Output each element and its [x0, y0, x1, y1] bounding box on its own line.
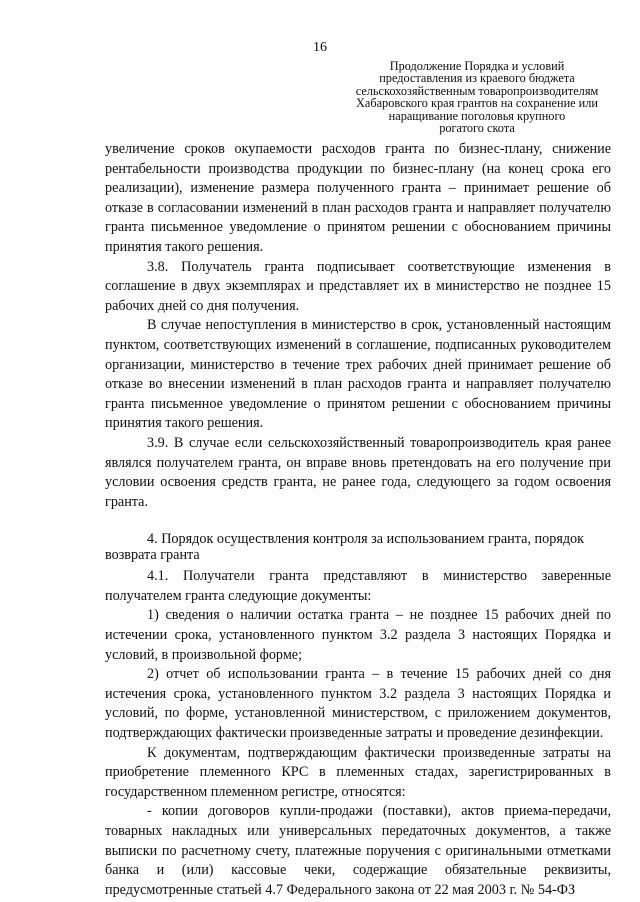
paragraph-4-1: 4.1. Получатели гранта представляют в министерство заверенные получателем гранта следующие документы: — [105, 568, 611, 604]
paragraph-item-2: 2) отчет об использовании гранта – в течение 15 рабочих дней со дня истечения срока, установленного пунктом 3.2 раздела 3 настоящих Порядка и условий, по форме, установленной министерством, с приложением документов, подтверждающих фактически произведенные затраты и проведение дезинфекции. — [105, 666, 611, 742]
paragraph-continuation: увеличение сроков окупаемости расходов гранта по бизнес-плану, снижение рентабельности производства продукции по бизнес-плану (на конец срока его реализации), изменение размера полученного гранта – принимает решение об отказе в согласовании изменений в план расходов гранта и направляет получателю гранта письменное уведомление о принятом решении с обоснованием причины принятия такого решения. — [105, 141, 611, 255]
header-line: Продолжение Порядка и условий — [389, 59, 565, 73]
header-line: наращивание поголовья крупного — [388, 108, 566, 123]
paragraph-3-9: 3.9. В случае если сельскохозяйственный товаропроизводитель края ранее являлся получателем гранта, он вправе вновь претендовать на его получение при условии освоения средств гранта, не ранее года, следующего за годом освоения гранта. — [105, 434, 611, 510]
page-number: 16 — [313, 40, 327, 55]
header-line: сельскохозяйственным товаропроизводителям — [355, 83, 599, 98]
paragraph-copies-list: - копии договоров купли-продажи (поставки), актов приема-передачи, товарных накладных или универсальных передаточных документов, а также выписки по расчетному счету, платежные поручения с оригинальными отметками банка и (или) кассовые чеки, содержащие обязательные реквизиты, предусмотренные статьей 4.7 Федерального закона от 22 мая 2003 г. № 54-ФЗ — [105, 803, 611, 898]
paragraph-documents: К документам, подтверждающим фактически произведенные затраты на приобретение племенного КРС в племенных стадах, зарегистрированных в государственном племенном регистре, относятся: — [105, 744, 611, 800]
document-body — [105, 140, 611, 900]
header-line: рогатого скота — [439, 121, 515, 136]
section-4-heading: 4. Порядок осуществления контроля за использованием гранта, порядок возврата гранта — [105, 531, 585, 564]
paragraph-non-receipt: В случае непоступления в министерство в срок, установленный настоящим пунктом, соответствующих изменений в соглашение, подписанных руководителем организации, министерство в течение трех рабочих дней принимает решение об отказе во внесении изменений в план расходов гранта и направляет получателю гранта письменное уведомление о принятом решении с обоснованием причины принятия такого решения. — [105, 317, 611, 432]
document-header — [352, 60, 602, 134]
header-line: предоставления из краевого бюджета — [379, 71, 575, 86]
header-line: Хабаровского края грантов на сохранение или — [356, 96, 598, 111]
paragraph-item-1: 1) сведения о наличии остатка гранта – не позднее 15 рабочих дней по истечении срока, установленного пунктом 3.2 раздела 3 настоящих Порядка и условий, в произвольной форме; — [105, 607, 611, 663]
paragraph-3-8: 3.8. Получатель гранта подписывает соответствующие изменения в соглашение в двух экземплярах и представляет их в министерство не позднее 15 рабочих дней со дня получения. — [105, 258, 611, 314]
